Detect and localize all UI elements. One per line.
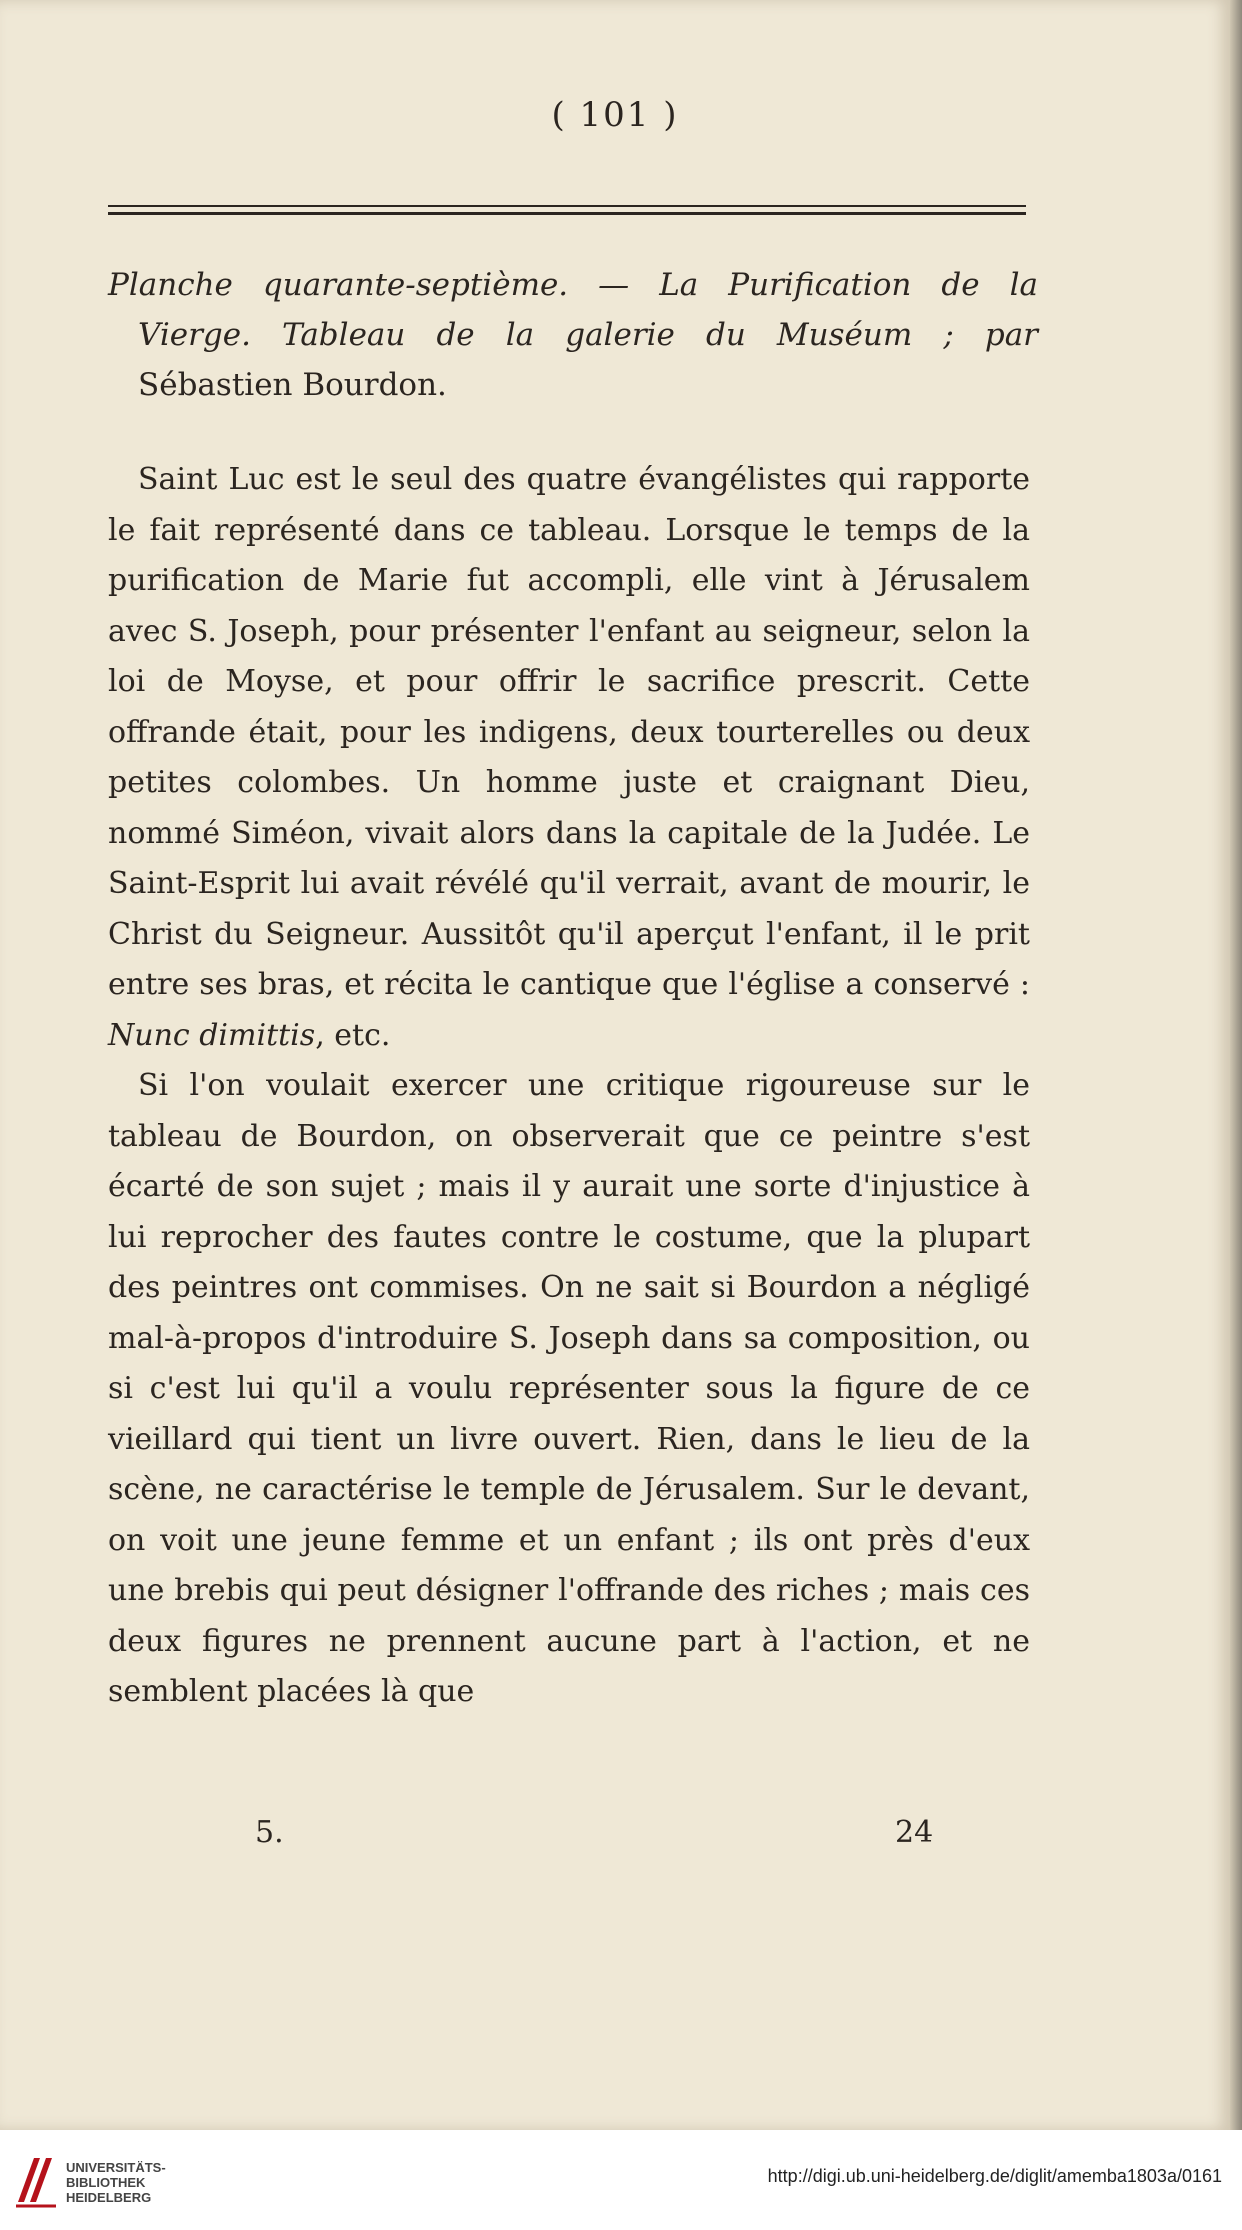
plate-title bbox=[108, 260, 1038, 410]
paragraph-1-tail: , etc. bbox=[315, 1017, 391, 1053]
catchword-page-mark: 24 bbox=[895, 1815, 934, 1850]
title-line-1: Planche quarante-septième. — La Purification de la bbox=[108, 267, 1038, 303]
paragraph-1 bbox=[108, 455, 1030, 1061]
library-name-line-3: HEIDELBERG bbox=[66, 2190, 152, 2205]
library-footer bbox=[0, 2130, 1242, 2230]
paragraph-1-italic: Nunc dimittis bbox=[108, 1017, 316, 1053]
header-rule-top bbox=[108, 205, 1026, 207]
title-line-2: Vierge. Tableau de la galerie du Muséum ; par bbox=[138, 317, 1038, 353]
page-edge bbox=[1230, 0, 1242, 2130]
library-name-line-1: UNIVERSITÄTS- bbox=[66, 2160, 166, 2175]
header-rule-bottom bbox=[108, 212, 1026, 215]
body-text bbox=[108, 455, 1030, 1718]
library-logo-icon bbox=[14, 2150, 58, 2210]
title-line-3: Sébastien Bourdon. bbox=[138, 367, 447, 403]
signature-mark: 5. bbox=[255, 1815, 284, 1850]
page-number-header: ( 101 ) bbox=[551, 95, 679, 135]
library-name bbox=[66, 2160, 166, 2205]
paragraph-2: Si l'on voulait exercer une critique rigoureuse sur le tableau de Bourdon, on observerait que ce peintre s'est écarté de son sujet ; mais il y aurait une sorte d'injustice à lui reprocher des fautes contre le costume, que la plupart des peintres ont commises. On ne sait si Bourdon a négligé mal-à-propos d'introduire S. Joseph dans sa composition, ou si c'est lui qu'il a voulu représenter sous la figure de ce vieillard qui tient un livre ouvert. Rien, dans le lieu de la scène, ne caractérise le temple de Jérusalem. Sur le devant, on voit une jeune femme et un enfant ; ils ont près d'eux une brebis qui peut désigner l'offrande des riches ; mais ces deux figures ne prennent aucune part à l'action, et ne semblent placées là que bbox=[108, 1068, 1030, 1709]
paragraph-1-text: Saint Luc est le seul des quatre évangélistes qui rapporte le fait représenté dans ce tableau. Lorsque le temps de la purification de Marie fut accompli, elle vint à Jérusalem avec S. Joseph, pour présenter l'enfant au seigneur, selon la loi de Moyse, et pour offrir le sacrifice prescrit. Cette offrande était, pour les indigens, deux tourterelles ou deux petites colombes. Un homme juste et craignant Dieu, nommé Siméon, vivait alors dans la capitale de la Judée. Le Saint-Esprit lui avait révélé qu'il verrait, avant de mourir, le Christ du Seigneur. Aussitôt qu'il aperçut l'enfant, il le prit entre ses bras, et récita le cantique que l'église a conservé : bbox=[108, 462, 1030, 1002]
library-name-line-2: BIBLIOTHEK bbox=[66, 2175, 146, 2190]
source-url-link[interactable]: http://digi.ub.uni-heidelberg.de/diglit/amemba1803a/0161 bbox=[767, 2166, 1222, 2186]
